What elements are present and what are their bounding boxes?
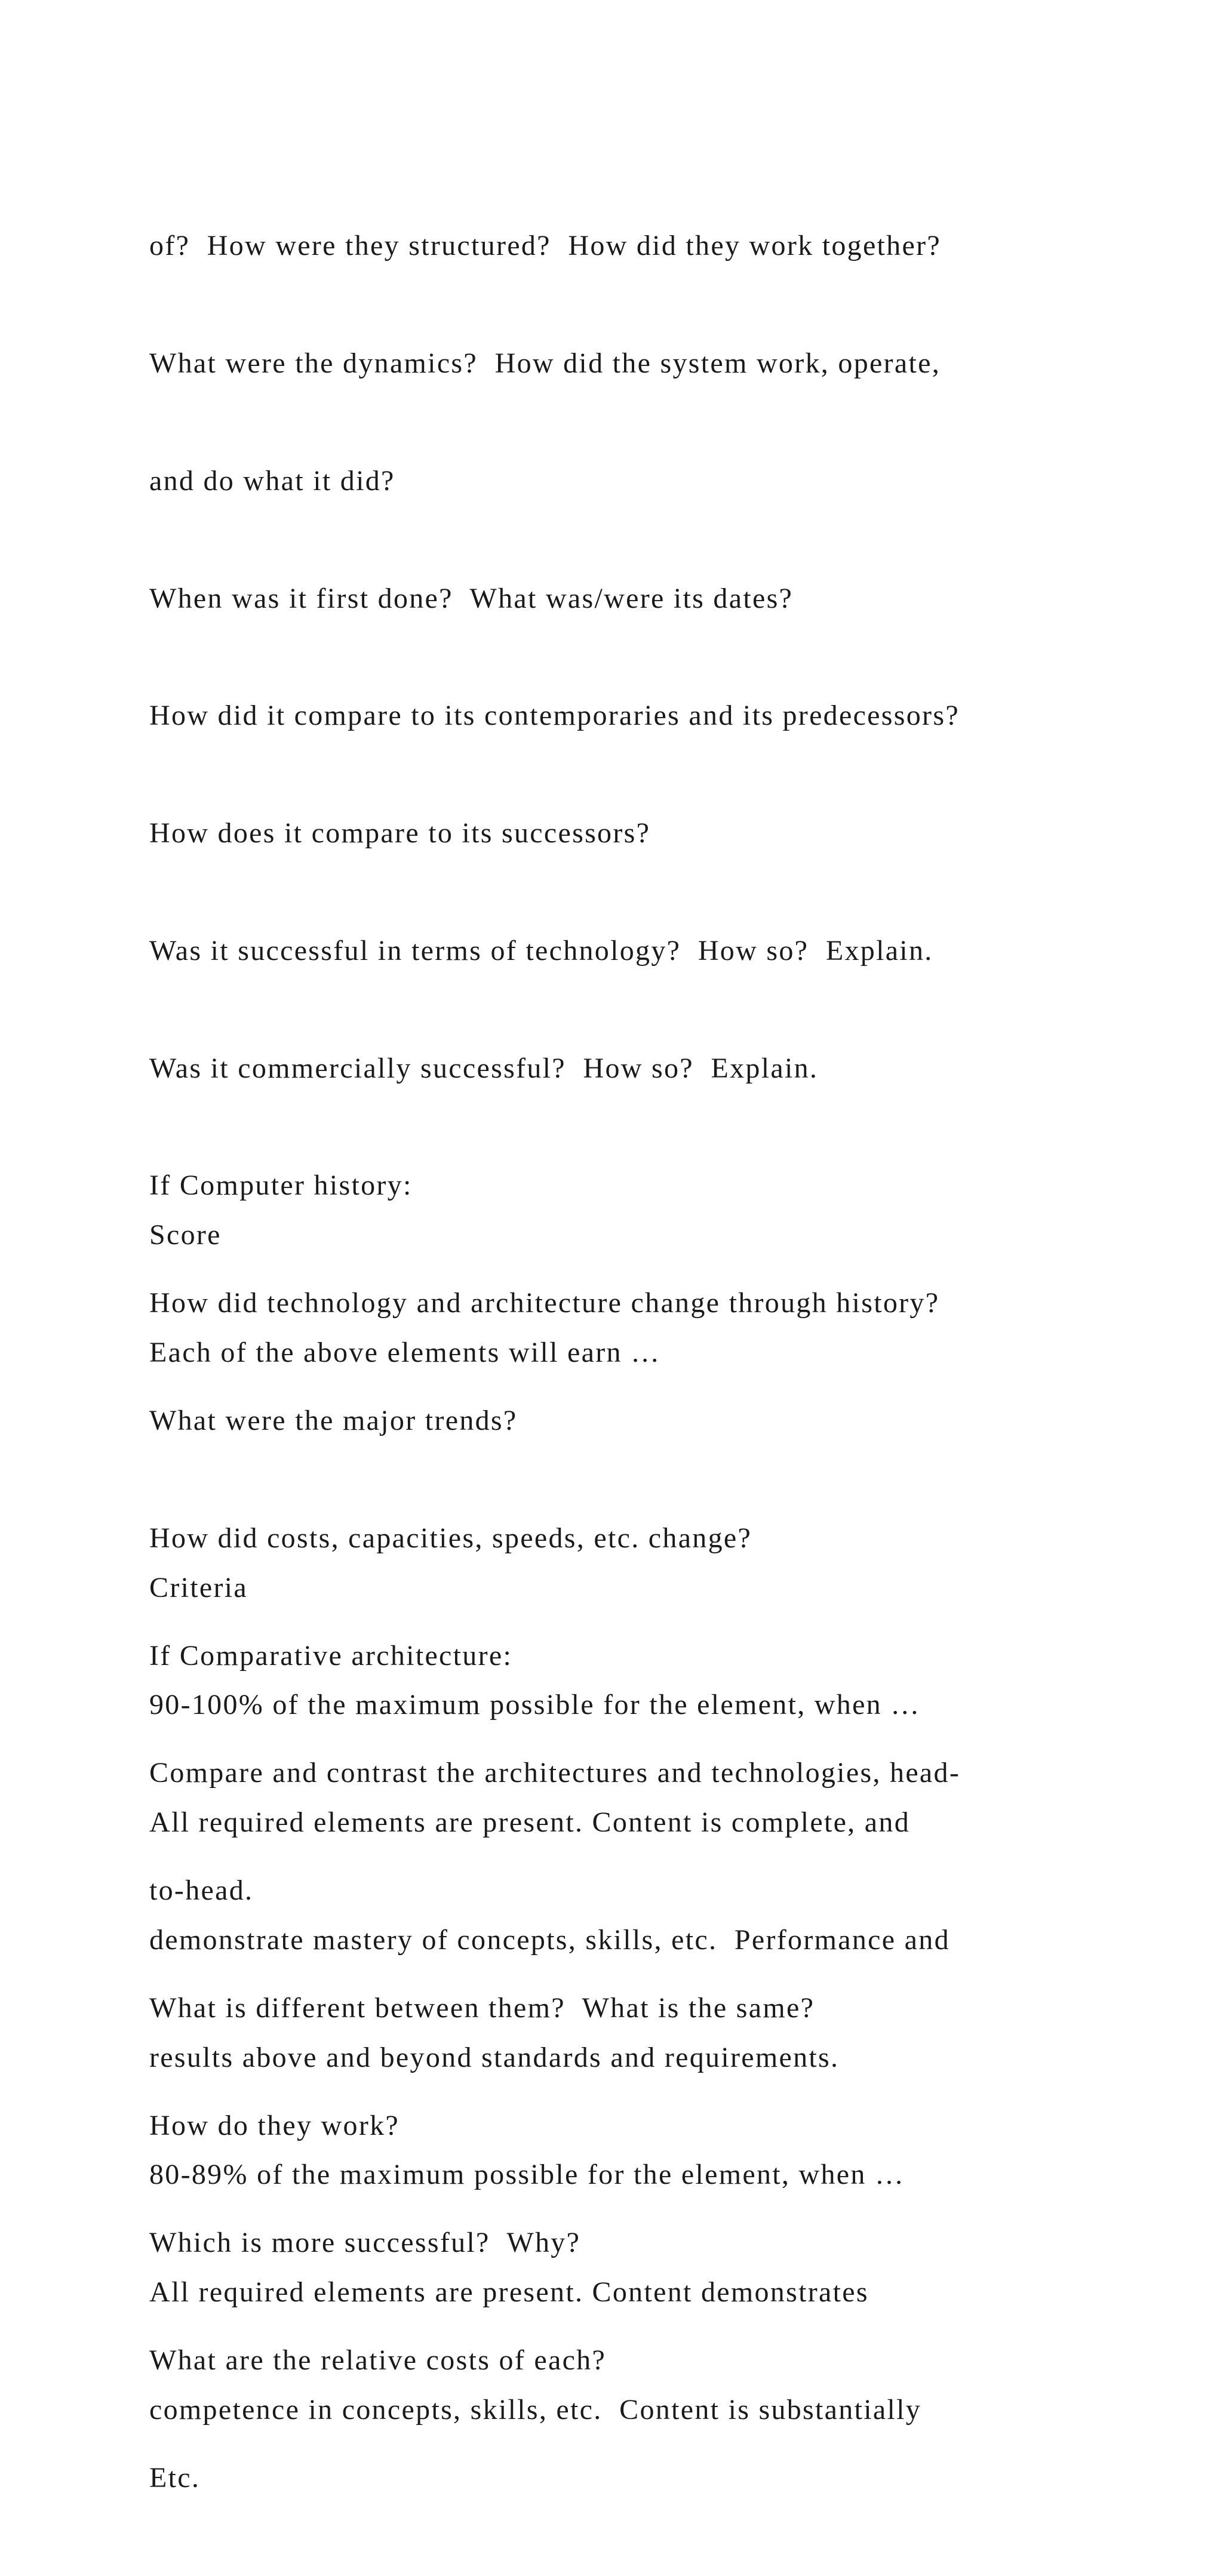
section-heading-score: Score [149, 1219, 222, 1251]
text-line: 90-100% of the maximum possible for the element, when … [149, 1689, 921, 1721]
text-line: Each of the above elements will earn … [149, 1336, 661, 1368]
text-line: How did costs, capacities, speeds, etc. change? [149, 1522, 752, 1554]
text-line: All required elements are present. Content is complete, and [149, 1806, 910, 1839]
text-line: competence in concepts, skills, etc. Content is substantially [149, 2394, 922, 2426]
text-line: 80-89% of the maximum possible for the element, when … [149, 2159, 905, 2191]
text-line: What are the relative costs of each? [149, 2344, 607, 2377]
text-line: of? How were they structured? How did they work together? [149, 230, 941, 262]
text-line: to-head. [149, 1875, 254, 1907]
section-heading-criteria: Criteria [149, 1571, 248, 1604]
text-line: Which is more successful? Why? [149, 2227, 581, 2259]
text-line: demonstrate mastery of concepts, skills, etc. Performance and [149, 1923, 950, 1956]
text-line: How did technology and architecture change through history? [149, 1287, 940, 1319]
text-line: What were the major trends? [149, 1405, 518, 1436]
text-line: Etc. [149, 2462, 201, 2494]
text-line: If Computer history: [149, 1169, 413, 1202]
blank-line [149, 1451, 1081, 1490]
text-line: Was it commercially successful? How so? Explain. [149, 1052, 819, 1084]
text-line: Compare and contrast the architectures and technologies, head- [149, 1757, 961, 1789]
text-line: What is different between them? What is the same? [149, 1992, 815, 2024]
text-line: Was it successful in terms of technology? How so? Explain. [149, 934, 933, 967]
text-line: What were the dynamics? How did the system work, operate, [149, 347, 941, 379]
score-criteria-text-block [149, 1137, 1081, 2508]
text-line: All required elements are present. Content demonstrates [149, 2276, 869, 2309]
text-line: results above and beyond standards and requirements. [149, 2041, 840, 2073]
text-line: How do they work? [149, 2109, 400, 2141]
text-line: and do what it did? [149, 464, 395, 497]
text-line: When was it first done? What was/were its dates? [149, 582, 794, 614]
text-line: If Comparative architecture: [149, 1639, 513, 1672]
text-line: How did it compare to its contemporaries and its predecessors? [149, 700, 960, 732]
text-line: How does it compare to its successors? [149, 817, 651, 850]
